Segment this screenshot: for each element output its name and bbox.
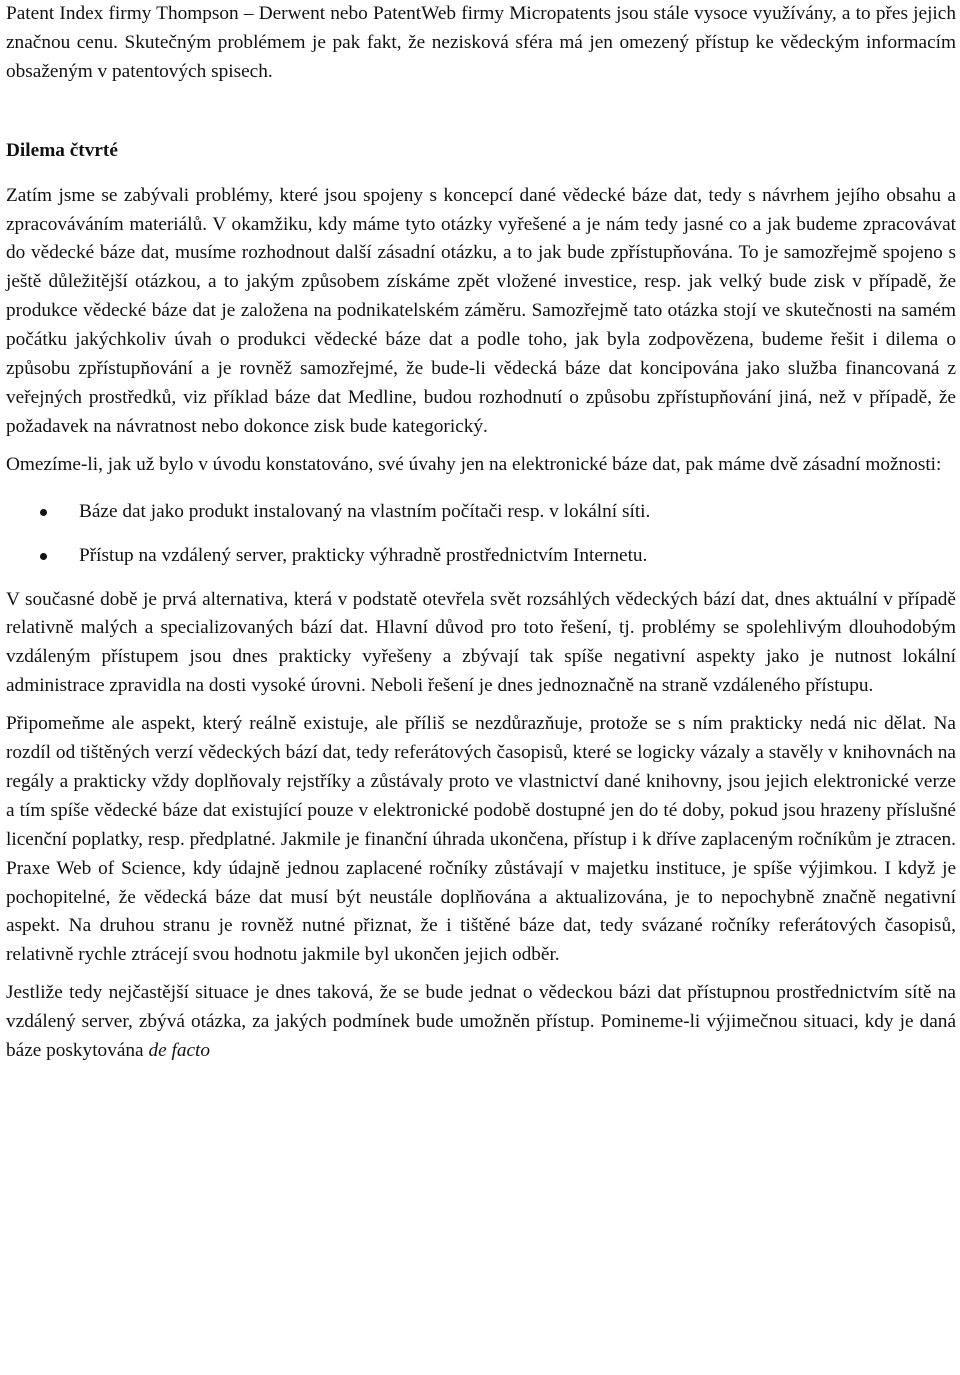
list-item-text: Přístup na vzdálený server, prakticky výhradně prostřednictvím Internetu.	[79, 544, 648, 566]
list-item-text: Báze dat jako produkt instalovaný na vlastním počítači resp. v lokální síti.	[79, 500, 651, 522]
section-heading: Dilema čtvrté	[6, 139, 118, 161]
document-page	[6, 0, 956, 1066]
paragraph-access-text: Jestliže tedy nejčastější situace je dnes taková, že se bude jednat o vědeckou bázi dat přístupnou prostřednictvím sítě na vzdálený server, zbývá otázka, za jakých podmínek bude umožněn přístup. Pomineme-li výjimečnou situaci, kdy je daná báze poskytována	[6, 982, 956, 1062]
paragraph-ownership-aspect: Připomeňme ale aspekt, který reálně existuje, ale příliš se nezdůrazňuje, protože se s ním prakticky nedá nic dělat. Na rozdíl od tištěných verzí vědeckých bází dat, tedy referátových časopisů, které se logicky vázaly a stavěly v knihovnách na regály a prakticky vždy doplňovaly rejstříky a zůstávaly proto ve vlastnictví dané knihovny, jsou jejich elektronické verze a tím spíše vědecké báze dat existující pouze v elektronické podobě dostupné jen do té doby, pokud jsou hrazeny příslušné licenční poplatky, resp. předplatné. Jakmile je finanční úhrada ukončena, přístup i k dříve zaplaceným ročníkům je ztracen. Praxe Web of Science, kdy údajně jednou zaplacené ročníky zůstávají v majetku instituce, je spíše výjimkou. I když je pochopitelné, že vědecká báze dat musí být neustále doplňována a aktualizována, je to nepochybně značně negativní aspekt. Na druhou stranu je rovněž nutné přiznat, že i tištěné báze dat, tedy svázané ročníky referátových časopisů, relativně rychle ztrácejí svou hodnotu jakmile byl ukončen jejich odběr.	[6, 713, 956, 966]
paragraph-access-conditions	[6, 979, 956, 1066]
bullet-icon	[40, 509, 47, 516]
list-item	[6, 498, 956, 527]
list-item	[6, 542, 956, 571]
bullet-icon	[40, 553, 47, 560]
paragraph-dilemma-intro: Zatím jsme se zabývali problémy, které jsou spojeny s koncepcí dané vědecké báze dat, tedy s návrhem jejího obsahu a zpracováváním materiálů. V okamžiku, kdy máme tyto otázky vyřešené a je nám tedy jasné co a jak budeme zpracovávat do vědecké báze dat, musíme rozhodnout další zásadní otázku, a to jak bude zpřístupňována. To je samozřejmě spojeno s ještě důležitější otázkou, a to jakým způsobem získáme zpět vložené investice, resp. jak velký bude zisk v případě, že produkce vědecké báze dat je založena na podnikatelském záměru. Samozřejmě tato otázka stojí ve skutečnosti na samém počátku jakýchkoliv úvah o produkci vědecké báze dat a podle toho, jak byla zodpovězena, budeme řešit i dilema o způsobu zpřístupňování a je rovněž samozřejmé, že bude-li vědecká báze dat koncipována jako služba financovaná z veřejných prostředků, viz příklad báze dat Medline, budou rozhodnutí o způsobu zpřístupňování jiná, než v případě, že požadavek na návratnost nebo dokonce zisk bude kategorický.	[6, 184, 956, 437]
paragraph-two-options: Omezíme-li, jak už bylo v úvodu konstatováno, své úvahy jen na elektronické báze dat, pak máme dvě zásadní možnosti:	[6, 453, 942, 475]
italic-phrase: de facto	[148, 1040, 211, 1062]
paragraph-patent-index: Patent Index firmy Thompson – Derwent nebo PatentWeb firmy Micropatents jsou stále vysoce využívány, a to přes jejich značnou cenu. Skutečným problémem je pak fakt, že nezisková sféra má jen omezený přístup ke vědeckým informacím obsaženým v patentových spisech.	[6, 3, 956, 82]
options-list	[6, 498, 956, 571]
paragraph-current-state: V současné době je prvá alternativa, která v podstatě otevřela svět rozsáhlých vědeckých bází dat, dnes aktuální v případě relativně malých a specializovaných bází dat. Hlavní důvod pro toto řešení, tj. problémy se spolehlivým dlouhodobým vzdáleným přístupem jsou dnes prakticky vyřešeny a zbývají tak spíše negativní aspekty jako je nutnost lokální administrace zpravidla na dosti vysoké úrovni. Neboli řešení je dnes jednoznačně na straně vzdáleného přístupu.	[6, 588, 956, 697]
